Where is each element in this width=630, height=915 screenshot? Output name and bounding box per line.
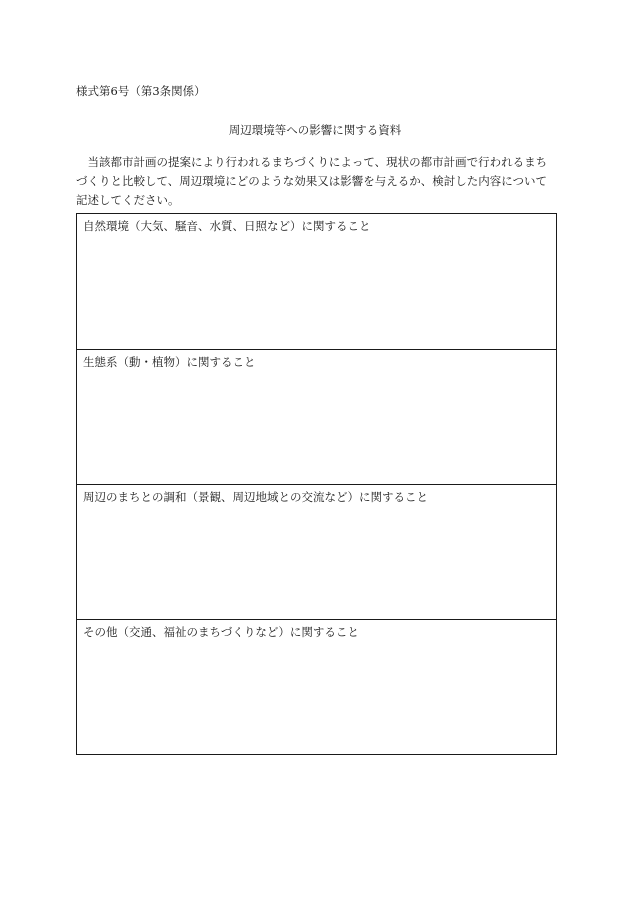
instructions-paragraph: 当該都市計画の提案により行われるまちづくりによって、現状の都市計画で行われるまちづくりと比較して、周辺環境にどのような効果又は影響を与えるか、検討した内容について記述してください。	[76, 155, 548, 207]
answer-table	[76, 213, 557, 755]
section-other[interactable]	[77, 619, 556, 754]
page-title: 周辺環境等への影響に関する資料	[228, 123, 402, 137]
section-label: 周辺のまちとの調和（景観、周辺地域との交流など）に関すること	[83, 490, 428, 504]
section-label: 生態系（動・植物）に関すること	[83, 355, 256, 369]
section-label: 自然環境（大気、騒音、水質、日照など）に関すること	[83, 219, 371, 233]
section-harmony-with-surroundings[interactable]	[77, 484, 556, 619]
section-ecosystem[interactable]	[77, 349, 556, 484]
section-natural-environment[interactable]	[77, 214, 556, 349]
form-number: 様式第6号（第3条関係）	[76, 84, 206, 98]
section-label: その他（交通、福祉のまちづくりなど）に関すること	[83, 625, 359, 639]
